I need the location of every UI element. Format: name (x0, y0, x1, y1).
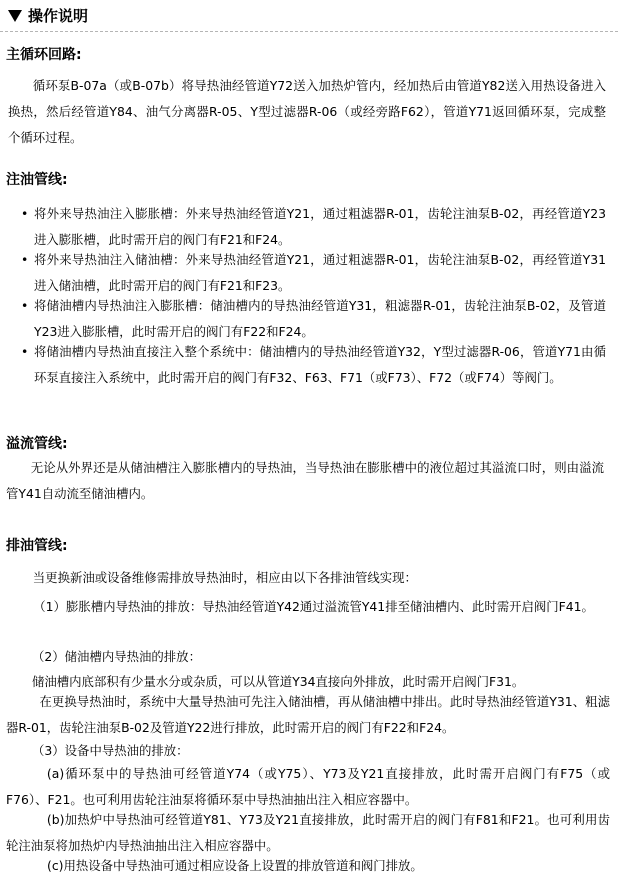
drain-item-3-title: （3）设备中导热油的排放： (32, 743, 189, 758)
drain-intro: 当更换新油或设备维修需排放导热油时，相应由以下各排油管线实现： (32, 570, 417, 585)
bullet-icon: • (21, 206, 29, 221)
page-title-text: 操作说明 (28, 7, 89, 25)
overflow-text: 无论从外界还是从储油槽注入膨胀槽内的导热油，当导热油在膨胀槽中的液位超过其溢流口时，则由溢流管Y41自动流至储油槽内。 (6, 460, 604, 501)
drain-item-3a: (a)循环泵中的导热油可经管道Y74（或Y75）、Y73及Y21直接排放，此时需开启阀门有F75（或F76）、F21。也可利用齿轮注油泵将循环泵中导热油抽出注入相应容器中。 (6, 766, 610, 807)
drain-item-2-line-2: 在更换导热油时，系统中大量导热油可先注入储油槽，再从储油槽中排出。此时导热油经管道Y31、粗滤器R-01，齿轮注油泵B-02及管道Y22进行排放，此时需开启的阀门有F22和F24。 (6, 694, 610, 735)
bullet-icon: • (21, 344, 29, 359)
drain-heading: 排油管线: (6, 538, 68, 554)
main-loop-text: 循环泵B-07a（或B-07b）将导热油经管道Y72送入加热炉管内，经加热后由管道Y82送入用热设备进入换热，然后经管道Y84、油气分离器R-05、Y型过滤器R-06（或经旁路F62），管道Y71返回循环泵，完成整个循环过程。 (8, 78, 606, 145)
drain-item-3c: (c)用热设备中导热油可通过相应设备上设置的排放管道和阀门排放。 (47, 858, 423, 873)
fill-line-item (21, 201, 606, 253)
fill-line-item (21, 293, 606, 345)
drain-item-2-title: （2）储油槽内导热油的排放： (32, 649, 201, 664)
bullet-icon: • (21, 298, 29, 313)
fill-line-item-text: 将外来导热油注入膨胀槽：外来导热油经管道Y21，通过粗滤器R-01，齿轮注油泵B-02，再经管道Y23进入膨胀槽，此时需开启的阀门有F21和F24。 (34, 206, 606, 247)
overflow-heading: 溢流管线: (6, 436, 68, 452)
title-divider (0, 31, 618, 32)
main-loop-heading: 主循环回路: (6, 47, 82, 63)
drain-item-3b: (b)加热炉中导热油可经管道Y81、Y73及Y21直接排放，此时需开启的阀门有F81和F21。也可利用齿轮注油泵将加热炉内导热油抽出注入相应容器中。 (6, 812, 610, 853)
fill-line-item-text: 将外来导热油注入储油槽：外来导热油经管道Y21，通过粗滤器R-01，齿轮注油泵B-02，再经管道Y31进入储油槽，此时需开启的阀门有F21和F23。 (34, 252, 606, 293)
fill-line-item (21, 247, 606, 299)
fill-line-item-text: 将储油槽内导热油直接注入整个系统中：储油槽内的导热油经管道Y32，Y型过滤器R-06，管道Y71由循环泵直接注入系统中，此时需开启的阀门有F32、F63、F71（或F73）、F72（或F74）等阀门。 (34, 344, 606, 385)
drain-item-2-line-1: 储油槽内底部积有少量水分或杂质，可以从管道Y34直接向外排放，此时需开启阀门F31。 (32, 674, 525, 689)
fill-line-item-text: 将储油槽内导热油注入膨胀槽：储油槽内的导热油经管道Y31，粗滤器R-01，齿轮注油泵B-02，及管道Y23进入膨胀槽，此时需开启的阀门有F22和F24。 (34, 298, 606, 339)
page-title (8, 6, 88, 26)
fill-line-item (21, 339, 606, 391)
fill-lines-heading: 注油管线: (6, 172, 68, 188)
drain-item-1: （1）膨胀槽内导热油的排放：导热油经管道Y42通过溢流管Y41排至储油槽内、此时需开启阀门F41。 (33, 599, 594, 614)
bullet-icon: • (21, 252, 29, 267)
triangle-down-icon (8, 10, 22, 22)
